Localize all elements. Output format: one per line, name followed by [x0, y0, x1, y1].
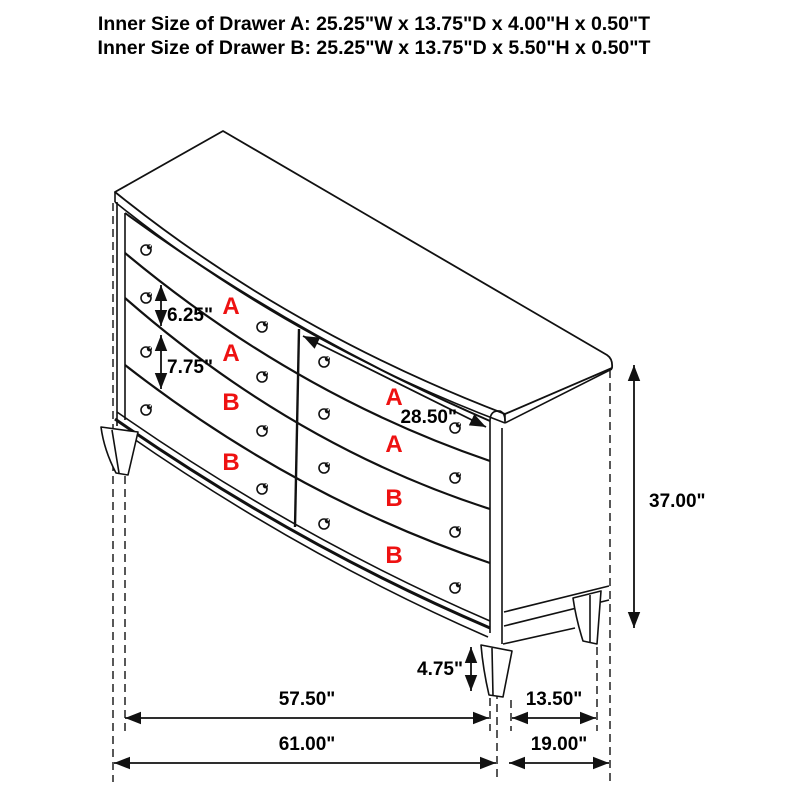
drawer-label-left-2: A — [222, 340, 240, 367]
drawer-knob-icon — [141, 404, 152, 415]
header-drawer-a-size: Inner Size of Drawer A: 25.25"W x 13.75"D x 4.00"H x 0.50"T — [97, 13, 651, 35]
drawer-knob-icon — [257, 425, 268, 436]
drawer-knob-icon — [319, 462, 330, 473]
drawer-knob-icon — [141, 346, 152, 357]
dim-label-overall-depth: 19.00" — [530, 734, 588, 755]
drawer-label-right-2: A — [385, 431, 403, 458]
drawer-knob-icon — [450, 526, 461, 537]
drawer-knob-icon — [450, 582, 461, 593]
drawer-knob-icon — [141, 292, 152, 303]
dim-label-overall-height: 37.00" — [649, 491, 706, 512]
dresser-silhouette — [101, 131, 612, 697]
dim-label-drawer-a-height: 6.25" — [167, 305, 213, 326]
drawer-label-left-3: B — [222, 389, 240, 416]
drawer-label-right-4: B — [385, 542, 403, 569]
drawer-knob-icon — [319, 408, 330, 419]
drawer-label-right-1: A — [385, 384, 403, 411]
drawer-label-left-1: A — [222, 293, 240, 320]
dim-label-drawer-b-height: 7.75" — [167, 357, 213, 378]
drawer-knob-icon — [319, 356, 330, 367]
dim-label-leg-height: 4.75" — [417, 659, 463, 680]
dim-label-overall-width: 61.00" — [278, 734, 336, 755]
header-drawer-b-size: Inner Size of Drawer B: 25.25"W x 13.75"D x 5.50"H x 0.50"T — [97, 37, 651, 59]
drawer-knob-icon — [450, 472, 461, 483]
drawer-knob-icon — [257, 321, 268, 332]
drawer-knob-icon — [257, 371, 268, 382]
drawer-knob-icon — [141, 244, 152, 255]
dim-label-side-leg-span: 13.50" — [525, 689, 583, 710]
drawer-knob-icon — [257, 483, 268, 494]
dim-label-front-leg-span: 57.50" — [278, 689, 336, 710]
drawer-label-right-3: B — [385, 485, 403, 512]
drawer-label-left-4: B — [222, 449, 240, 476]
dim-label-opening-width: 28.50" — [400, 407, 457, 428]
drawer-knob-icon — [319, 518, 330, 529]
